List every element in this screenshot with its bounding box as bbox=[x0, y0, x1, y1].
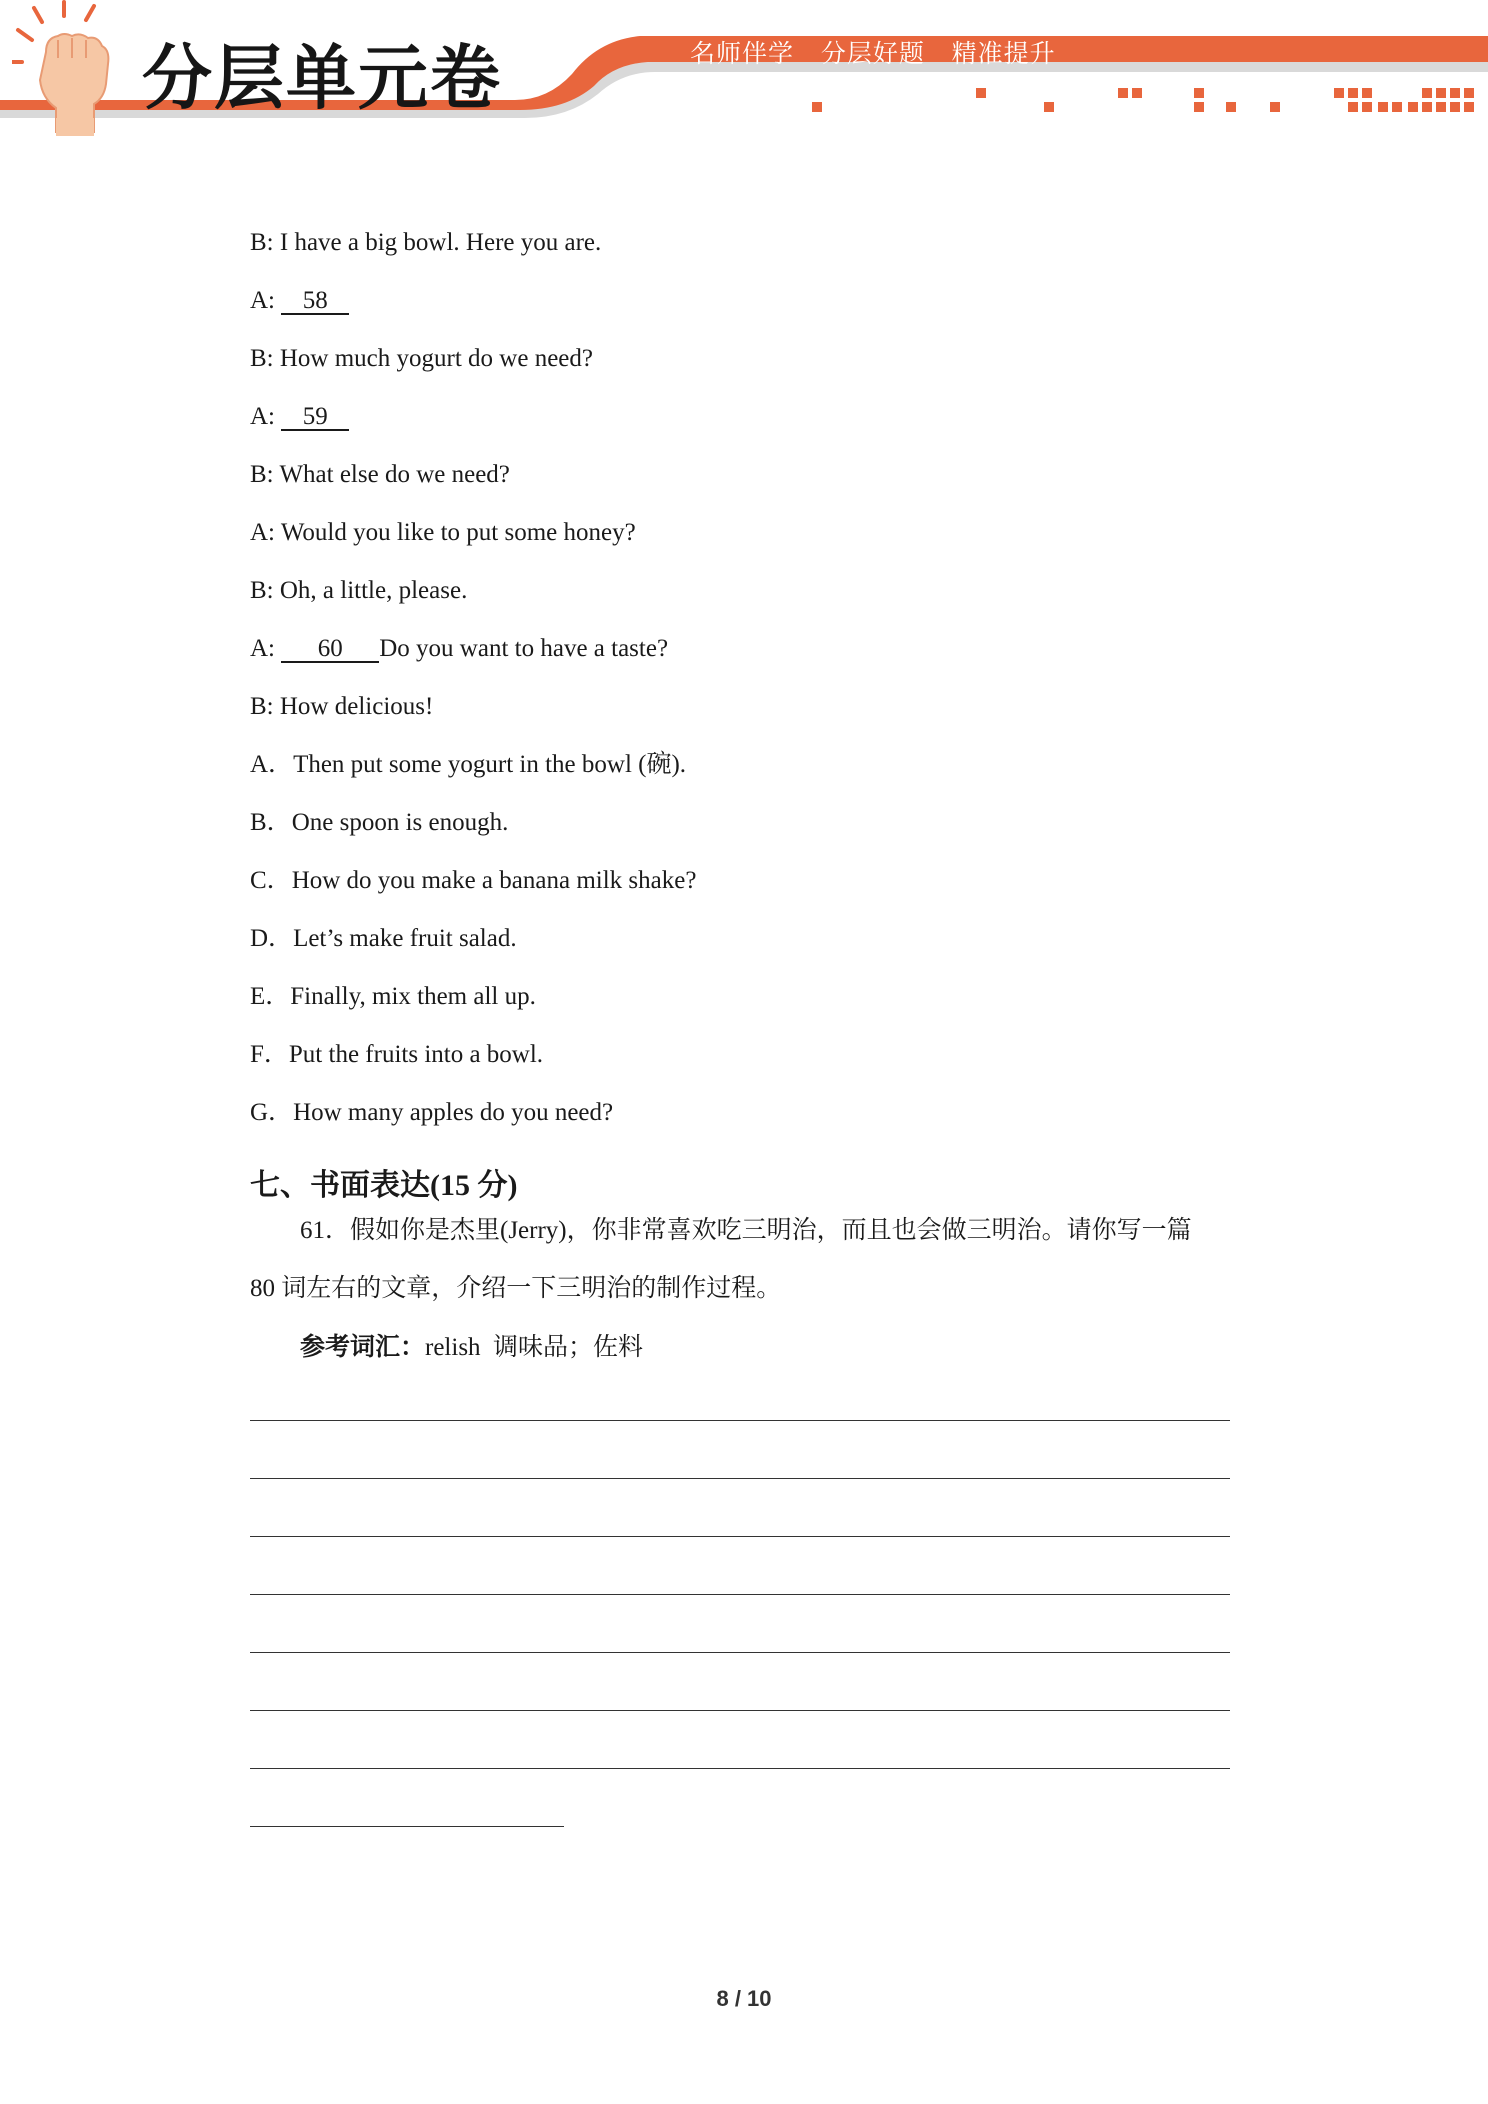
option-g: G．How many apples do you need? bbox=[250, 1099, 614, 1126]
vocab-hint bbox=[300, 1332, 643, 1363]
option-e: E．Finally, mix them all up. bbox=[250, 983, 536, 1010]
fist-icon bbox=[12, 0, 132, 140]
page-number: 8 / 10 bbox=[716, 1986, 772, 2011]
option-d: D．Let’s make fruit salad. bbox=[250, 925, 517, 952]
dialogue-line-5: B: What else do we need? bbox=[250, 461, 510, 488]
writing-line[interactable] bbox=[250, 1594, 1230, 1595]
option-f: F．Put the fruits into a bowl. bbox=[250, 1041, 544, 1068]
option-b: B．One spoon is enough. bbox=[250, 809, 509, 836]
writing-line[interactable] bbox=[250, 1536, 1230, 1537]
option-a: A．Then put some yogurt in the bowl (碗). bbox=[250, 751, 687, 778]
answer-blank-60[interactable]: 60 bbox=[281, 637, 379, 663]
section-title: 七、书面表达(15 分) bbox=[250, 1168, 518, 1203]
dialogue-line-6: A: Would you like to put some honey? bbox=[250, 519, 636, 546]
dialogue-line-7: B: Oh, a little, please. bbox=[250, 577, 468, 604]
writing-line[interactable] bbox=[250, 1652, 1230, 1653]
dialogue-line-9: B: How delicious! bbox=[250, 693, 434, 720]
writing-line[interactable] bbox=[250, 1710, 1230, 1711]
brand-slogan: 名师伴学 分层好题 精准提升 bbox=[690, 39, 1056, 68]
dialogue-line-2: A: 58 bbox=[250, 286, 349, 316]
page-header bbox=[0, 0, 1488, 140]
answer-blank-59[interactable]: 59 bbox=[281, 405, 349, 431]
option-c: C．How do you make a banana milk shake? bbox=[250, 867, 697, 894]
brand-title: 分层单元卷 bbox=[142, 37, 502, 119]
answer-blank-58[interactable]: 58 bbox=[281, 289, 349, 315]
dialogue-line-3: B: How much yogurt do we need? bbox=[250, 345, 593, 372]
question-61-line-1: 61．假如你是杰里(Jerry)，你非常喜欢吃三明治，而且也会做三明治。请你写一篇 bbox=[300, 1217, 1192, 1244]
vocab-text: relish 调味品；佐料 bbox=[425, 1334, 644, 1361]
dialogue-line-1: B: I have a big bowl. Here you are. bbox=[250, 229, 602, 256]
writing-line[interactable] bbox=[250, 1826, 564, 1827]
dialogue-line-4: A: 59 bbox=[250, 402, 349, 432]
dialogue-line-8: A: 60 Do you want to have a taste? bbox=[250, 635, 669, 662]
vocab-label: 参考词汇： bbox=[300, 1332, 426, 1361]
writing-line[interactable] bbox=[250, 1768, 1230, 1769]
writing-line[interactable] bbox=[250, 1420, 1230, 1421]
writing-line[interactable] bbox=[250, 1478, 1230, 1479]
question-61-line-2: 80 词左右的文章，介绍一下三明治的制作过程。 bbox=[250, 1275, 782, 1302]
